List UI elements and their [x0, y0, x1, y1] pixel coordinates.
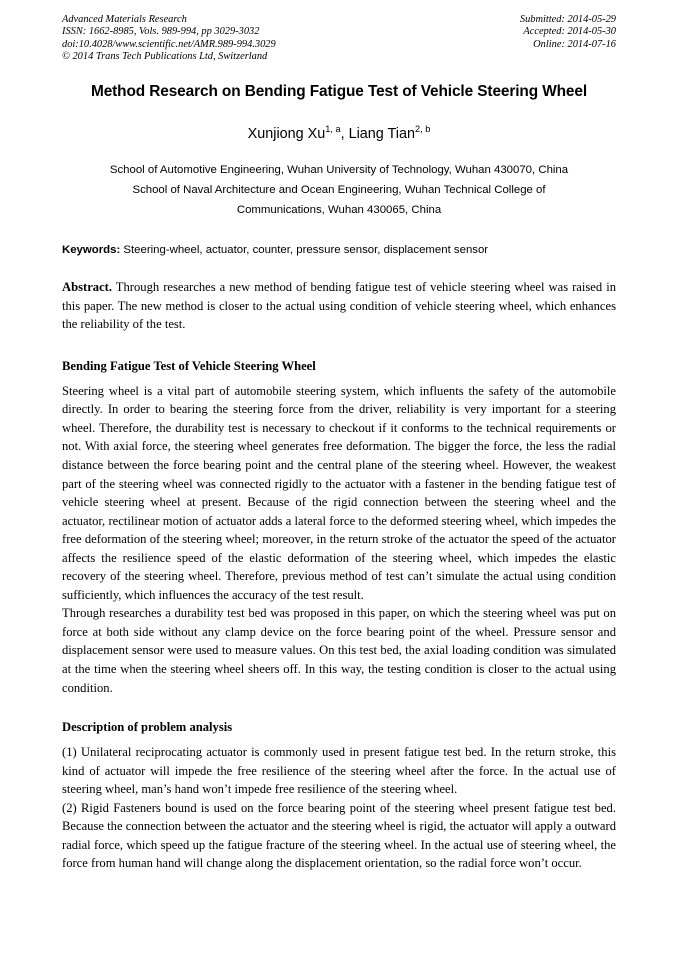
keywords-line	[62, 242, 616, 258]
accepted-date: Accepted: 2014-05-30	[523, 26, 616, 38]
affiliation-1: School of Automotive Engineering, Wuhan University of Technology, Wuhan 430070, China	[109, 164, 569, 176]
keywords-label: Keywords:	[62, 244, 121, 256]
author-separator: ,	[340, 126, 349, 142]
masthead-left-block	[62, 14, 276, 64]
section-2-paragraph-2: (2) Rigid Fasteners bound is used on the force bearing point of the steering wheel present fatigue test bed. Because the connection between the actuator and the steering wheel is rigid, the actuator will apply a outward radial force, which speed up the fatigue fracture of the steering wheel. In the actual use of steering wheel, the force from human hand will change along the displacement orientation, so the radial force won’t occur.	[62, 800, 616, 871]
submitted-date: Submitted: 2014-05-29	[519, 14, 616, 25]
section-2-paragraph-1: (1) Unilateral reciprocating actuator is commonly used in present fatigue test bed. In the return stroke, this kind of actuator will impede the free resilience of the steering wheel after the force. In the actual use of steering wheel, man’s hand won’t impede free resilience of the steering wheel.	[62, 745, 616, 797]
page-content	[62, 14, 616, 873]
abstract-label: Abstract.	[62, 280, 113, 294]
author-affiliation-marker-2: 2, b	[415, 124, 431, 135]
section-1-paragraph-2: Through researches a durability test bed was proposed in this paper, on which the steering wheel was put on force at both side without any clamp device on the force bearing point of the wheel. Pressure sensor and displacement sensor were used to measure values. On this test bed, the axial loading condition was simulated at the time when the steering wheel sheers off. In this way, the testing condition is closer to the actual using condition.	[62, 606, 616, 695]
masthead-right-block	[520, 14, 616, 51]
author-name-1: Xunjiong Xu	[247, 126, 326, 142]
affiliation-block	[62, 160, 616, 220]
keywords-value: Steering-wheel, actuator, counter, pressure sensor, displacement sensor	[120, 244, 489, 256]
online-date: Online: 2014-07-16	[533, 38, 616, 50]
journal-masthead	[62, 14, 616, 66]
journal-name: Advanced Materials Research	[62, 14, 187, 25]
section-heading-2: Description of problem analysis	[62, 720, 233, 735]
author-name-2: Liang Tian	[348, 126, 416, 142]
author-list	[62, 125, 616, 143]
abstract-block	[62, 278, 616, 334]
page-title: Method Research on Bending Fatigue Test of Vehicle Steering Wheel	[90, 83, 588, 100]
journal-copyright: © 2014 Trans Tech Publications Ltd, Switzerland	[62, 51, 268, 63]
author-affiliation-marker-1: 1, a	[325, 124, 341, 135]
abstract-text: Through researches a new method of bending fatigue test of vehicle steering wheel was raised in this paper. The new method is closer to the actual using condition of vehicle steering wheel, which enhances the reliability of the test.	[62, 280, 616, 332]
journal-issn-volume: ISSN: 1662-8985, Vols. 989-994, pp 3029-3032	[62, 26, 260, 38]
affiliation-2: School of Naval Architecture and Ocean Engineering, Wuhan Technical College of Communications, Wuhan 430065, China	[132, 184, 546, 216]
section-heading-1: Bending Fatigue Test of Vehicle Steering Wheel	[62, 358, 316, 373]
section-1-paragraph-1: Steering wheel is a vital part of automobile steering system, which influents the safety of the automobile directly. In order to bearing the steering force from the driver, reliability is very important for a steering wheel. Therefore, the durability test is necessary to checkout if it conforms to the technical requirements or not. With axial force, the steering wheel generates free deformation. The bigger the force, the less the radial distance between the force bearing point and the central plane of the steering wheel. However, the weakest part of the steering wheel was connected rigidly to the actuator with a fastener in the bending fatigue test of vehicle steering wheel at present. Because of the rigid connection between the steering wheel and the actuator, rectilinear motion of actuator adds a lateral force to the deformed steering wheel, which impedes the free deformation of the steering wheel; moreover, in the return stroke of the actuator the speed of the actuator affects the resilience speed of the elastic deformation of the steering wheel, which impedes the elastic recovery of the steering wheel. Therefore, previous method of test can’t simulate the actual using condition sufficiently, which influences the accuracy of the test result.	[62, 383, 616, 602]
journal-doi: doi:10.4028/www.scientific.net/AMR.989-994.3029	[62, 38, 276, 50]
